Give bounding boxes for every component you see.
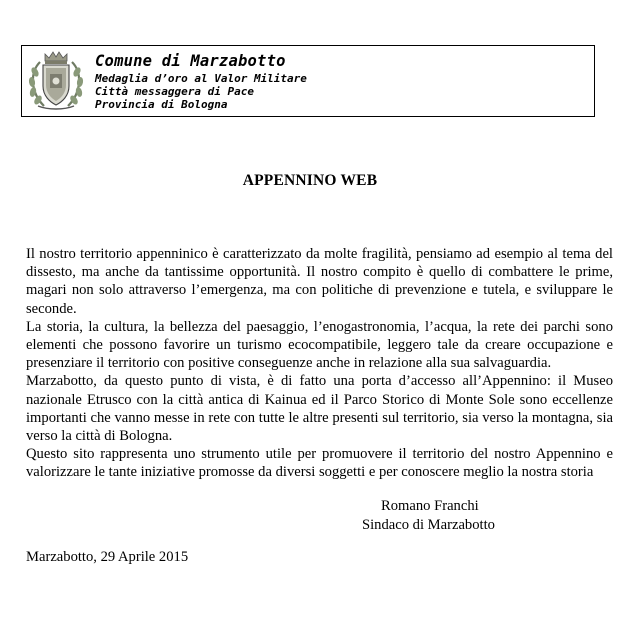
- municipality-name: Comune di Marzabotto: [95, 52, 286, 70]
- document-body: [26, 245, 613, 482]
- medal-line: Medaglia d’oro al Valor Militare: [95, 72, 307, 85]
- signature-role: Sindaco di Marzabotto: [362, 517, 495, 533]
- document-title: APPENNINO WEB: [242, 172, 378, 189]
- paragraph: La storia, la cultura, la bellezza del paesaggio, l’enogastronomia, l’acqua, la rete dei parchi sono elementi che possono favorire un turismo ecocompatibile, leggero tale da creare occupazione e presenziare il territorio con positive conseguenze anche in relazione alla sua salvaguardia.: [26, 318, 613, 372]
- signature-name: Romano Franchi: [381, 498, 479, 514]
- province-line: Provincia di Bologna: [95, 98, 228, 111]
- coat-of-arms-icon: [26, 50, 86, 112]
- document-date: Marzabotto, 29 Aprile 2015: [26, 549, 189, 565]
- letterhead-text: [95, 50, 307, 111]
- paragraph: Marzabotto, da questo punto di vista, è di fatto una porta d’accesso all’Appennino: il Museo nazionale Etrusco con la città antica di Kainua ed il Parco Storico di Monte Sole sono eccellenze importanti che vanno messe in rete con tutte le altre presenti sul territorio, sia verso la montagna, sia verso la città di Bologna.: [26, 373, 613, 445]
- paragraph: Questo sito rappresenta uno strumento utile per promuovere il territorio del nostro Appennino e valorizzare le tante iniziative promosse da diversi soggetti e per conoscere meglio la nostra storia: [26, 446, 613, 481]
- paragraph: Il nostro territorio appenninico è caratterizzato da molte fragilità, pensiamo ad esempio al tema del dissesto, ma anche da tantissime opportunità. Il nostro compito è quello di combattere le prime, magari non solo attraverso l’emergenza, ma con politiche di prevenzione e tutela, e sviluppare le seconde.: [26, 246, 613, 317]
- peace-line: Città messaggera di Pace: [95, 85, 254, 98]
- letterhead: [21, 45, 595, 117]
